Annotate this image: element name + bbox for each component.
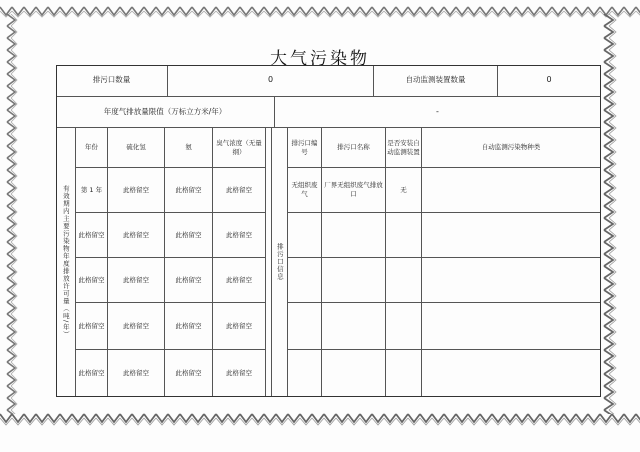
row2-odor: 此格留空 [213, 213, 266, 258]
outlet-empty-cell [288, 213, 322, 258]
outlet1-name: 厂界无组织废气排放口 [322, 168, 386, 213]
permit-amount-text: 有效期内主要污染物年度排放许可量（吨/年） [61, 185, 70, 339]
top-border-pattern [0, 4, 640, 18]
outlet1-id: 无组织废气 [288, 168, 322, 213]
top-border-pattern-svg [0, 4, 640, 18]
row1-odor: 此格留空 [213, 168, 266, 213]
header-outlet-id: 排污口编号 [288, 128, 322, 168]
header-monitor-items: 自动监测污染物种类 [422, 128, 601, 168]
outlet-empty-cell [422, 303, 601, 350]
limit-label: 年度气排放量限值（万标立方米/年） [56, 97, 275, 128]
outlet-count-value: 0 [168, 65, 374, 97]
row3-ammonia: 此格留空 [165, 258, 213, 303]
outlet-section-text: 排污口信息 [275, 243, 284, 281]
row1-year: 第 1 年 [76, 168, 108, 213]
header-outlet-name: 排污口名称 [322, 128, 386, 168]
auto-monitor-value: 0 [498, 65, 601, 97]
row2-ammonia: 此格留空 [165, 213, 213, 258]
left-border-pattern [4, 14, 18, 414]
row4-sulfur: 此格留空 [108, 303, 165, 350]
outlet-empty-cell [422, 258, 601, 303]
header-auto-device: 是否安装自动监测装置 [386, 128, 422, 168]
outlet-empty-cell [386, 213, 422, 258]
outlet-empty-cell [386, 258, 422, 303]
row1-ammonia: 此格留空 [165, 168, 213, 213]
row3-odor: 此格留空 [213, 258, 266, 303]
row5-year: 此格留空 [76, 350, 108, 397]
outlet-empty-cell [422, 350, 601, 397]
bottom-border-pattern-svg [0, 410, 640, 426]
outlet-empty-cell [386, 350, 422, 397]
right-border-pattern-svg [600, 14, 618, 414]
row5-odor: 此格留空 [213, 350, 266, 397]
outlet-empty-cell [386, 303, 422, 350]
row5-sulfur: 此格留空 [108, 350, 165, 397]
header-year: 年份 [76, 128, 108, 168]
row4-ammonia: 此格留空 [165, 303, 213, 350]
header-ammonia: 氨 [165, 128, 213, 168]
outlet-empty-cell [288, 303, 322, 350]
outlet1-items [422, 168, 601, 213]
row3-year: 此格留空 [76, 258, 108, 303]
row3-sulfur: 此格留空 [108, 258, 165, 303]
outlet-empty-cell [288, 258, 322, 303]
pollutant-table [56, 65, 601, 397]
outlet-count-label: 排污口数量 [56, 65, 168, 97]
row4-odor: 此格留空 [213, 303, 266, 350]
outlet1-auto: 无 [386, 168, 422, 213]
outlet-empty-cell [322, 350, 386, 397]
left-border-pattern-svg [4, 14, 18, 414]
header-sulfur: 硫化氢 [108, 128, 165, 168]
outlet-empty-cell [322, 213, 386, 258]
auto-monitor-label: 自动监测装置数量 [374, 65, 498, 97]
limit-value: - [275, 97, 601, 128]
outlet-empty-cell [288, 350, 322, 397]
page-title: 大气污染物 [270, 49, 370, 69]
outlet-empty-cell [422, 213, 601, 258]
row2-year: 此格留空 [76, 213, 108, 258]
outlet-section-label [272, 128, 288, 397]
outlet-empty-cell [322, 258, 386, 303]
row4-year: 此格留空 [76, 303, 108, 350]
header-odor: 臭气浓度（无量纲） [213, 128, 266, 168]
right-border-pattern [600, 14, 618, 414]
row1-sulfur: 此格留空 [108, 168, 165, 213]
row2-sulfur: 此格留空 [108, 213, 165, 258]
row5-ammonia: 此格留空 [165, 350, 213, 397]
bottom-border-pattern [0, 410, 640, 426]
permit-amount-label [56, 128, 76, 397]
outlet-empty-cell [322, 303, 386, 350]
